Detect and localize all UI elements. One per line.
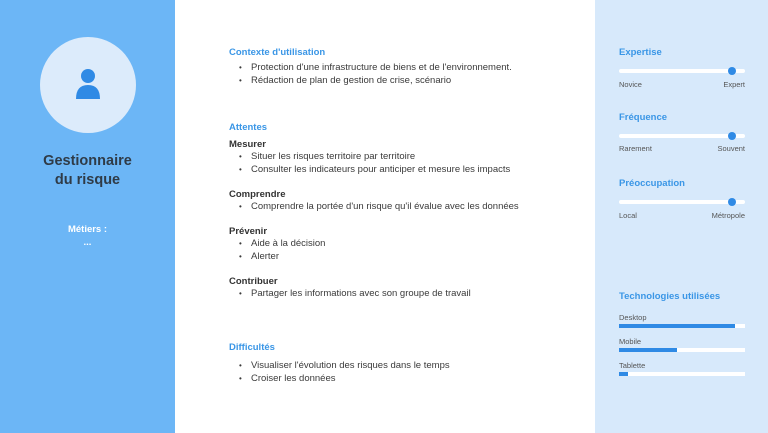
technologies-title: Technologies utilisées <box>619 291 721 302</box>
expertise-slider <box>619 69 745 73</box>
subtitle-contribuer: Contribuer <box>229 276 278 287</box>
list-item: • Comprendre la portée d'un risque qu'il évalue avec les données <box>239 201 519 214</box>
list-item: • Alerter <box>239 251 325 264</box>
expertise-title: Expertise <box>619 47 662 58</box>
attributes-panel <box>595 0 768 433</box>
list-item: • Aide à la décision <box>239 238 325 251</box>
subtitle-prevenir: Prévenir <box>229 226 268 237</box>
expertise-max-label: Expert <box>723 80 745 89</box>
contexte-list <box>239 62 512 87</box>
frequence-slider-knob <box>728 132 736 140</box>
list-item: • Croiser les données <box>239 373 450 386</box>
preoccupation-slider <box>619 200 745 204</box>
tech-bar-tablette <box>619 372 745 376</box>
mesurer-list <box>239 151 510 176</box>
prevenir-list <box>239 238 325 263</box>
subtitle-comprendre: Comprendre <box>229 189 286 200</box>
list-item: • Consulter les indicateurs pour anticiper et mesure les impacts <box>239 164 510 177</box>
list-item: • Situer les risques territoire par territoire <box>239 151 510 164</box>
user-icon <box>74 68 102 100</box>
preoccupation-slider-knob <box>728 198 736 206</box>
metiers <box>0 223 175 249</box>
tech-bar-desktop <box>619 324 745 328</box>
section-title-attentes: Attentes <box>229 122 268 133</box>
role-title <box>0 152 175 190</box>
avatar <box>40 37 136 133</box>
tech-bar-tablette-fill <box>619 372 628 376</box>
tech-label-tablette: Tablette <box>619 361 646 370</box>
metiers-label: Métiers : <box>67 224 108 235</box>
subtitle-mesurer: Mesurer <box>229 139 266 150</box>
contribuer-list <box>239 288 471 301</box>
preoccupation-max-label: Métropole <box>711 211 745 220</box>
tech-label-mobile: Mobile <box>619 337 642 346</box>
section-title-difficultes: Difficultés <box>229 342 275 353</box>
difficultes-list <box>239 360 450 385</box>
list-item: • Protection d'une infrastructure de biens et de l'environnement. <box>239 62 512 75</box>
frequence-max-label: Souvent <box>717 144 745 153</box>
frequence-slider <box>619 134 745 138</box>
section-title-contexte: Contexte d'utilisation <box>229 47 326 58</box>
comprendre-list <box>239 201 519 214</box>
list-item: • Partager les informations avec son groupe de travail <box>239 288 471 301</box>
preoccupation-title: Préoccupation <box>619 178 685 189</box>
expertise-min-label: Novice <box>619 80 642 89</box>
tech-bar-mobile <box>619 348 745 352</box>
expertise-slider-knob <box>728 67 736 75</box>
profile-panel <box>0 0 175 433</box>
list-item: • Rédaction de plan de gestion de crise, scénario <box>239 75 512 88</box>
tech-label-desktop: Desktop <box>619 313 647 322</box>
preoccupation-min-label: Local <box>619 211 637 220</box>
role-title-line2: du risque <box>54 172 121 188</box>
list-item: • Visualiser l'évolution des risques dans le temps <box>239 360 450 373</box>
metiers-value: ... <box>83 237 92 248</box>
frequence-min-label: Rarement <box>619 144 652 153</box>
frequence-title: Fréquence <box>619 112 668 123</box>
tech-bar-mobile-fill <box>619 348 677 352</box>
role-title-line1: Gestionnaire <box>43 153 132 169</box>
details-section <box>229 0 589 433</box>
tech-bar-desktop-fill <box>619 324 735 328</box>
